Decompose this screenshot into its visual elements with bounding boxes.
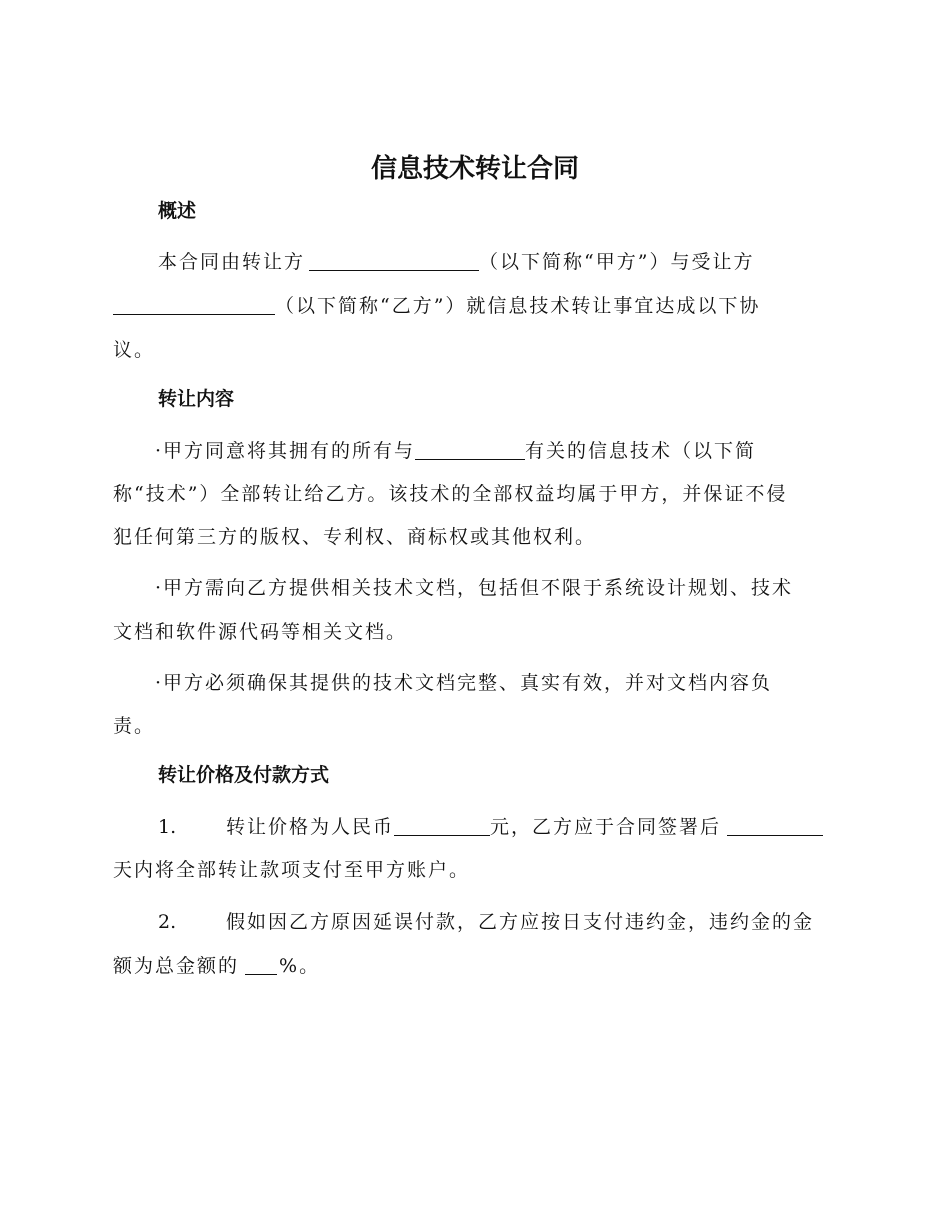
overview-text: （以下简称“甲方”）与受让方	[479, 251, 755, 273]
content-p1-line-1	[155, 438, 756, 464]
price-text: 转让价格为人民币	[226, 816, 395, 838]
content-p3-line-1: ·甲方必须确保其提供的技术文档完整、真实有效，并对文档内容负	[155, 672, 773, 694]
content-p1-line-3: 犯任何第三方的版权、专利权、商标权或其他权利。	[113, 526, 597, 548]
section-heading-overview: 概述	[158, 200, 197, 222]
content-text: ·甲方同意将其拥有的所有与	[155, 440, 416, 462]
content-p3-line-2: 责。	[113, 715, 156, 737]
price-item-2-line-1	[158, 909, 814, 935]
section-heading-content: 转让内容	[158, 388, 235, 410]
price-item-1-line-1	[158, 814, 823, 840]
overview-line-2	[113, 293, 760, 319]
list-number: 1.	[158, 816, 177, 838]
penalty-rate-blank	[245, 954, 277, 975]
content-text: 有关的信息技术（以下简	[525, 440, 757, 462]
price-amount-blank	[394, 815, 490, 836]
content-p2-line-2: 文档和软件源代码等相关文档。	[113, 621, 408, 643]
transferor-blank	[309, 250, 479, 271]
content-p2-line-1: ·甲方需向乙方提供相关技术文档，包括但不限于系统设计规划、技术	[155, 577, 794, 599]
document-title: 信息技术转让合同	[370, 154, 579, 184]
technology-blank	[415, 439, 525, 460]
price-text: 额为总金额的	[113, 955, 240, 977]
list-number: 2.	[158, 911, 177, 933]
content-p1-line-2: 称“技术”）全部转让给乙方。该技术的全部权益均属于甲方，并保证不侵	[113, 483, 788, 505]
price-text: %。	[279, 955, 321, 977]
overview-text: 本合同由转让方	[158, 251, 306, 273]
overview-text: （以下简称“乙方”）就信息技术转让事宜达成以下协	[275, 295, 761, 317]
price-item-2-line-2	[113, 953, 320, 979]
section-heading-price: 转让价格及付款方式	[158, 764, 330, 786]
transferee-blank	[113, 294, 275, 315]
price-text: 元，乙方应于合同签署后	[490, 816, 722, 838]
overview-line-3: 议。	[113, 339, 156, 361]
payment-days-blank	[727, 815, 823, 836]
price-text: 假如因乙方原因延误付款，乙方应按日支付违约金，违约金的金	[226, 911, 815, 933]
overview-line-1	[158, 249, 754, 275]
price-item-1-line-2: 天内将全部转让款项支付至甲方账户。	[113, 859, 471, 881]
